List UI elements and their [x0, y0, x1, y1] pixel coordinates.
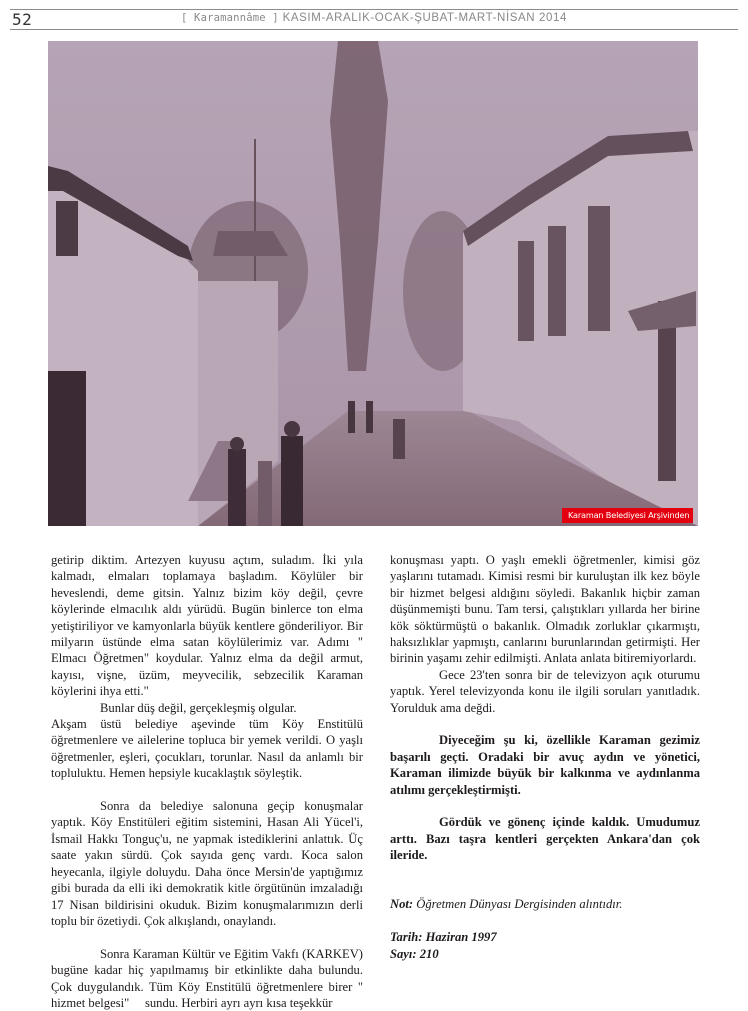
source-note — [390, 896, 700, 912]
note-label: Not: — [390, 897, 414, 912]
paragraph-bold: Diyeceğim şu ki, özellikle Karaman gezimiz başarılı geçti. Oradaki bir avuç aydın ve yönetici, Karaman ilimizde büyük bir kalkınma ve aydınlanma atılımı gerçekleştirmişti. — [390, 733, 700, 797]
paragraph: Sonra Karaman Kültür ve Eğitim Vakfı (KARKEV) bugüne kadar hiç yapılmamış bir etkinlikte daha bulundu. Çok duygulandık. Tüm Köy Enstitülü öğretmenlere birer " hizmet belgesi" sundu. Herbiri ayrı ayrı kısa teşekkür — [51, 946, 367, 1010]
street-photo — [48, 41, 698, 526]
header-rule-top — [10, 9, 738, 10]
issue-dates: KASIM-ARALIK-OCAK-ŞUBAT-MART-NİSAN 2014 — [282, 12, 567, 24]
paragraph: Akşam üstü belediye aşevinde tüm Köy Enstitülü öğretmenlere ve ailelerine topluca bir yemek verildi. O yaşlı öğretmenler, eşleri, çocukları, torunlar. Nasıl da anlamlı bir topluluktu. Hemen hepsiyle kucaklaştık söyleştik. — [51, 717, 363, 781]
paragraph: Sonra da belediye salonuna geçip konuşmalar yaptık. Köy Enstitüleri eğitim sistemini, Hasan Ali Yücel'i, İsmail Hakkı Tonguç'u, ne yapmak istediklerini anlattık. Üç saate yakın sürdü. Çok sayıda genç vardı. Koca salon heyecanla, ilgiyle doluydu. Daha önce Mersin'de yaptığımız gibi burada da elli iki demokratik kitle örgütünün imzaladığı 17 Nisan bildirisini okuduk. Bizim konuşmalarımızın derli toplu bir özetiydi. Çok alkışlandı, onaylandı. — [51, 799, 363, 928]
running-head — [0, 12, 748, 24]
note-text: Öğretmen Dünyası Dergisinden alıntıdır. — [413, 897, 623, 912]
article-column-right — [390, 552, 700, 962]
paragraph: Gece 23'ten sonra bir de televizyon açık oturumu yaptık. Yerel televizyonda konu ile ilgili soruları yanıtladık. Yorulduk ama değdi. — [390, 667, 700, 715]
source-issue: Sayı: 210 — [390, 946, 439, 961]
photo-tint — [48, 41, 698, 526]
paragraph: getirip diktim. Artezyen kuyusu açtım, suladım. İki yıla kalmadı, elmaları toplamaya başladım. Köylüler bir heveslendi, deme gitsin. Yalnız bizim köy değil, çevre köylerinde elmacılık aldı yürüdü. Bugün binlerce ton elma yetiştiriliyor ve kamyonlarla büyük kentlere gönderiliyor. Bir milyarın üstünde elma satan köylülerimiz var. Adımı " Elmacı Öğretmen" koydular. Yalnız elma da değil armut, kayısı, vişne, üzüm, meyvecilik, sebzecilik Karaman köylerini ihya etti." — [51, 553, 363, 699]
photo-credit: Karaman Belediyesi Arşivinden — [562, 508, 693, 523]
paragraph-bold: Gördük ve gönenç içinde kaldık. Umudumuz arttı. Bazı taşra kentleri gerçekten Ankara'dan çok ileride. — [390, 815, 700, 863]
magazine-name: [ Karamannâme ] — [181, 12, 279, 24]
article-column-left — [51, 552, 367, 1011]
street-photo-illustration — [48, 41, 698, 526]
paragraph: Bunlar düş değil, gerçekleşmiş olgular. — [100, 700, 297, 715]
page-number: 52 — [12, 10, 33, 29]
source-date: Tarih: Haziran 1997 — [390, 930, 497, 945]
paragraph: konuşması yaptı. O yaşlı emekli öğretmenler, kimisi göz yaşlarını tutamadı. Kimisi resmi bir kuruluştan ilk kez böyle bir hizmet belgesi aldığını söyledi. Bakanlık hiçbir zaman düşünmemişti bunu. Tam tersi, çalıştıkları yıllarda her birine kök söktürmüştü o bakanlık. Olmadık zorluklar çıkarmıştı, haksızlıklar yapmıştı, canlarını burunlarından getirmişti. Her birinin yaşamı zehir edilmişti. Anlata anlata bitiremiyorlardı. — [390, 553, 700, 666]
header-rule-bottom — [10, 29, 738, 30]
